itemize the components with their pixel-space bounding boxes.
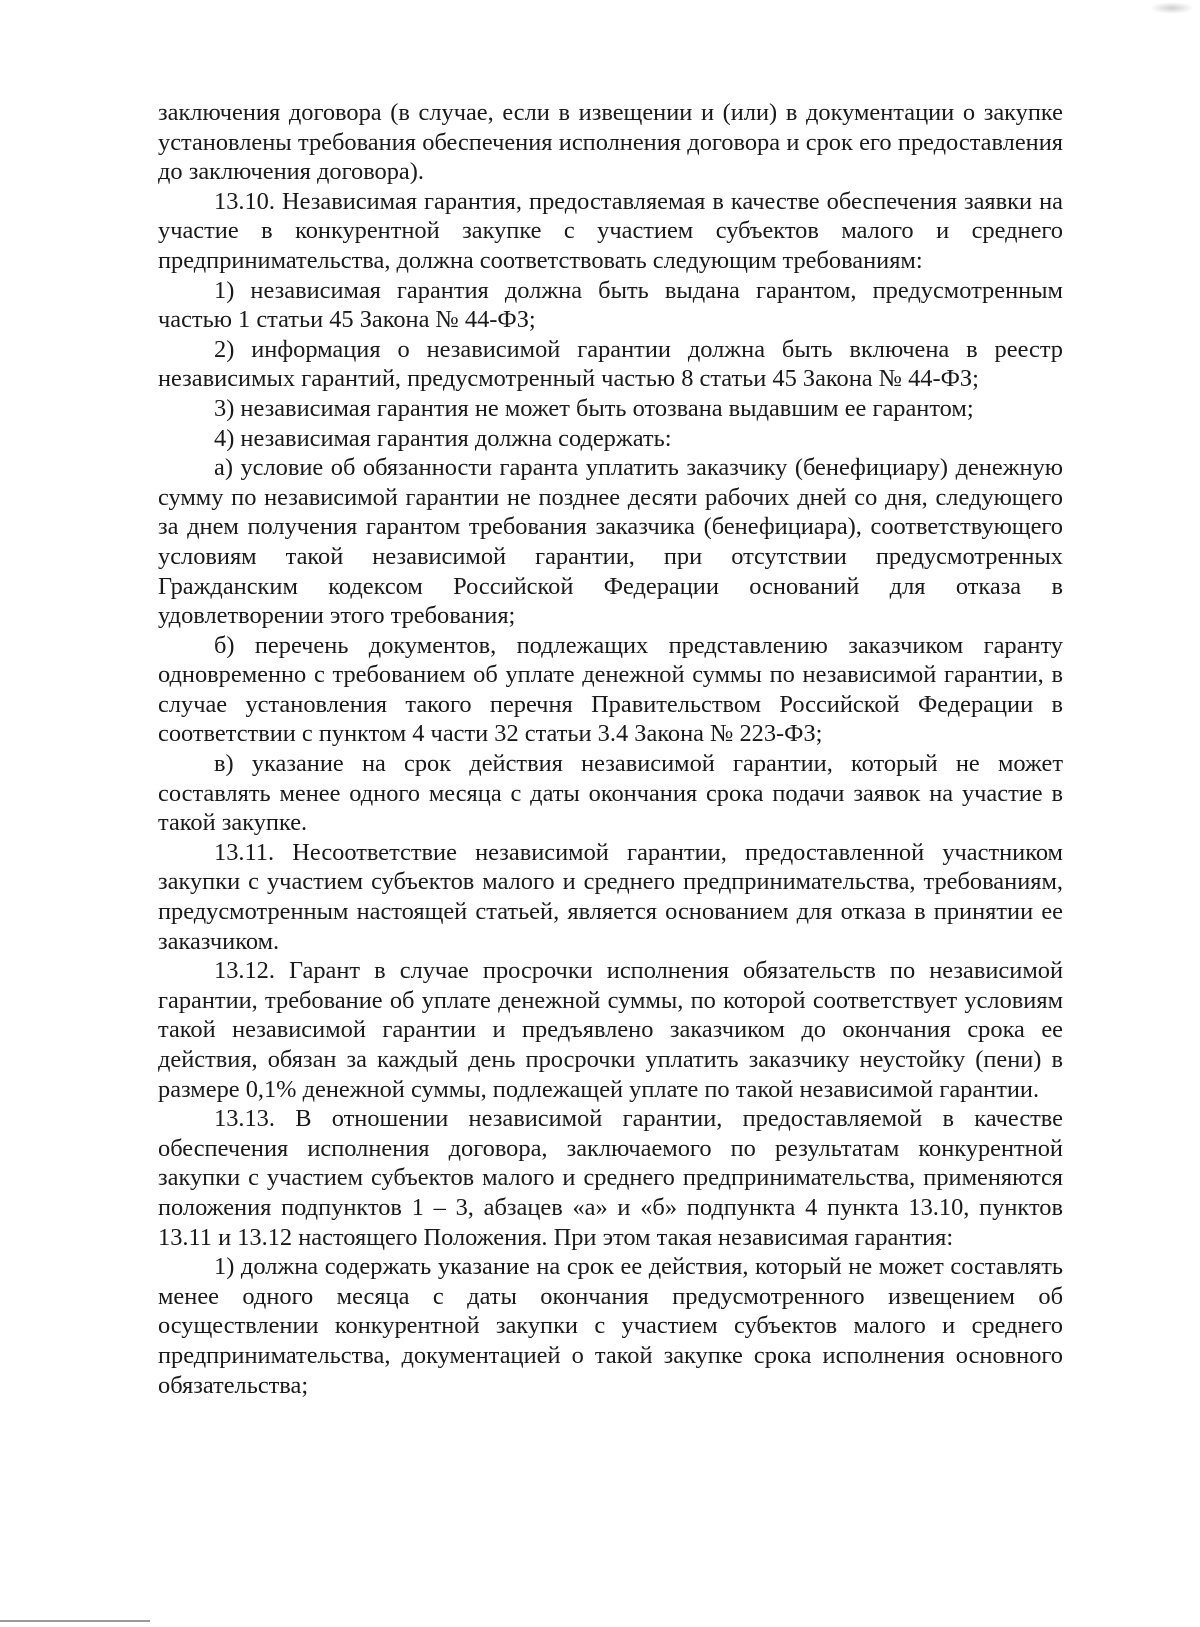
paragraph-13-11: 13.11. Несоответствие независимой гарантии, предоставленной участником закупки с участием субъектов малого и среднего предпринимательства, требованиям, предусмотренным настоящей статьей, является основанием для отказа в принятии ее заказчиком. xyxy=(158,838,1063,955)
scan-artifact xyxy=(1150,2,1194,14)
scan-edge-line xyxy=(0,1620,150,1622)
paragraph-continuation: заключения договора (в случае, если в извещении и (или) в документации о закупке установлены требования обеспечения исполнения договора и срок его предоставления до заключения договора). xyxy=(158,99,1063,186)
document-body xyxy=(158,98,1063,1400)
paragraph-13-10-item-4b: б) перечень документов, подлежащих представлению заказчиком гаранту одновременно с требованием об уплате денежной суммы по независимой гарантии, в случае установления такого перечня Правительством Российской Федерации в соответствии с пунктом 4 части 32 статьи 3.4 Закона № 223-ФЗ; xyxy=(158,631,1063,748)
paragraph-13-10: 13.10. Независимая гарантия, предоставляемая в качестве обеспечения заявки на участие в конкурентной закупке с участием субъектов малого и среднего предпринимательства, должна соответствовать следующим требованиям: xyxy=(158,187,1063,274)
paragraph-13-10-item-4v: в) указание на срок действия независимой гарантии, который не может составлять менее одного месяца с даты окончания срока подачи заявок на участие в такой закупке. xyxy=(158,750,1063,837)
paragraph-13-13: 13.13. В отношении независимой гарантии, предоставляемой в качестве обеспечения исполнения договора, заключаемого по результатам конкурентной закупки с участием субъектов малого и среднего предпринимательства, применяются положения подпунктов 1 – 3, абзацев «а» и «б» подпункта 4 пункта 13.10, пунктов 13.11 и 13.12 настоящего Положения. При этом такая независимая гарантия: xyxy=(158,1105,1063,1251)
paragraph-13-10-item-3: 3) независимая гарантия не может быть отозвана выдавшим ее гарантом; xyxy=(214,394,974,422)
paragraph-13-10-item-4: 4) независимая гарантия должна содержать: xyxy=(214,424,672,452)
paragraph-13-13-item-1: 1) должна содержать указание на срок ее действия, который не может составлять менее одного месяца с даты окончания предусмотренного извещением об осуществлении конкурентной закупки с участием субъектов малого и среднего предпринимательства, документацией о такой закупке срока исполнения основного обязательства; xyxy=(158,1253,1063,1399)
paragraph-13-10-item-4a: а) условие об обязанности гаранта уплатить заказчику (бенефициару) денежную сумму по независимой гарантии не позднее десяти рабочих дней со дня, следующего за днем получения гарантом требования заказчика (бенефициара), соответствующего условиям такой независимой гарантии, при отсутствии предусмотренных Гражданским кодексом Российской Федерации оснований для отказа в удовлетворении этого требования; xyxy=(158,454,1063,630)
paragraph-13-10-item-1: 1) независимая гарантия должна быть выдана гарантом, предусмотренным частью 1 статьи 45 Закона № 44-ФЗ; xyxy=(158,276,1063,334)
paragraph-13-12: 13.12. Гарант в случае просрочки исполнения обязательств по независимой гарантии, требование об уплате денежной суммы, по которой соответствует условиям такой независимой гарантии и предъявлено заказчиком до окончания срока ее действия, обязан за каждый день просрочки уплатить заказчику неустойку (пени) в размере 0,1% денежной суммы, подлежащей уплате по такой независимой гарантии. xyxy=(158,957,1063,1103)
paragraph-13-10-item-2: 2) информация о независимой гарантии должна быть включена в реестр независимых гарантий, предусмотренный частью 8 статьи 45 Закона № 44-ФЗ; xyxy=(158,335,1063,393)
